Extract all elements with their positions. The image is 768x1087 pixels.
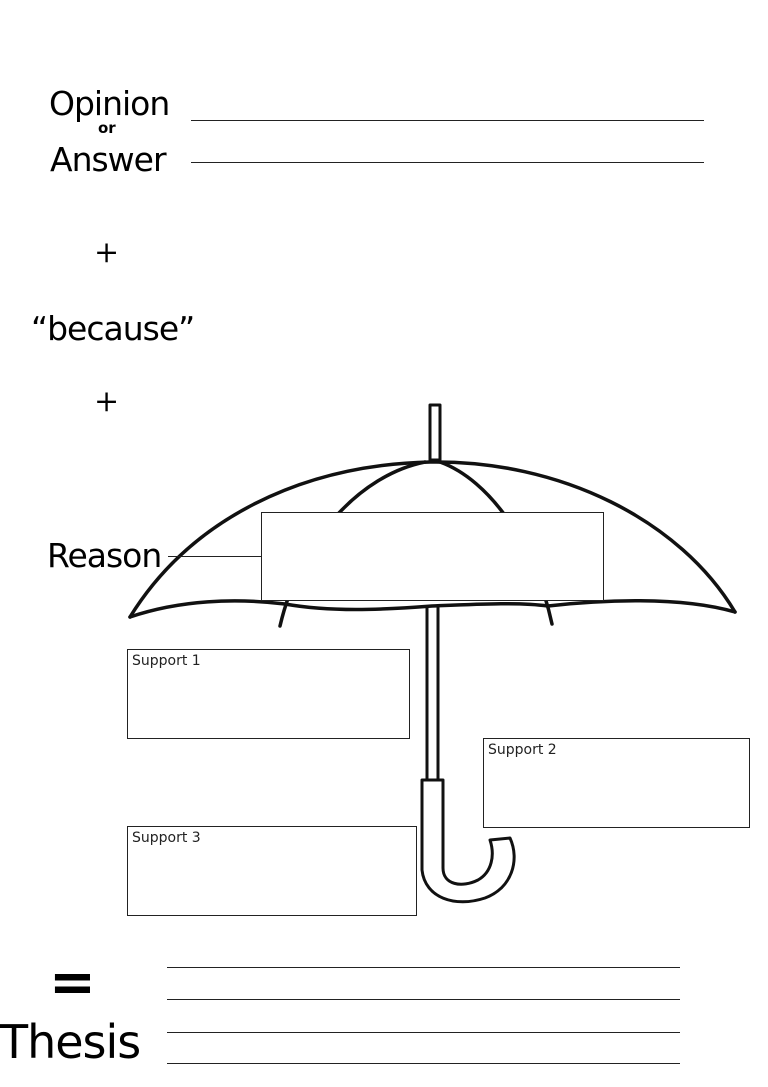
opinion-label: Opinion (49, 84, 170, 123)
thesis-line-4[interactable] (167, 1063, 680, 1064)
plus-symbol-1: + (94, 235, 120, 270)
thesis-line-3[interactable] (167, 1032, 680, 1033)
thesis-label: Thesis (0, 1015, 141, 1069)
thesis-line-1[interactable] (167, 967, 680, 968)
because-label: “because” (31, 309, 195, 348)
umbrella-canopy-edge (130, 601, 735, 617)
or-label: or (98, 119, 116, 137)
umbrella-shaft (427, 606, 438, 780)
equals-symbol: = (49, 950, 96, 1015)
reason-connector-line (168, 556, 261, 557)
support-3-label: Support 3 (132, 830, 201, 846)
support-1-box[interactable] (127, 649, 410, 739)
plus-symbol-2: + (94, 384, 120, 419)
support-2-label: Support 2 (488, 742, 557, 758)
reason-label: Reason (47, 536, 162, 575)
umbrella-tip (430, 405, 440, 460)
reason-box[interactable] (261, 512, 604, 601)
support-1-label: Support 1 (132, 653, 201, 669)
support-2-box[interactable] (483, 738, 750, 828)
thesis-line-2[interactable] (167, 999, 680, 1000)
support-3-box[interactable] (127, 826, 417, 916)
answer-label: Answer (50, 140, 166, 179)
